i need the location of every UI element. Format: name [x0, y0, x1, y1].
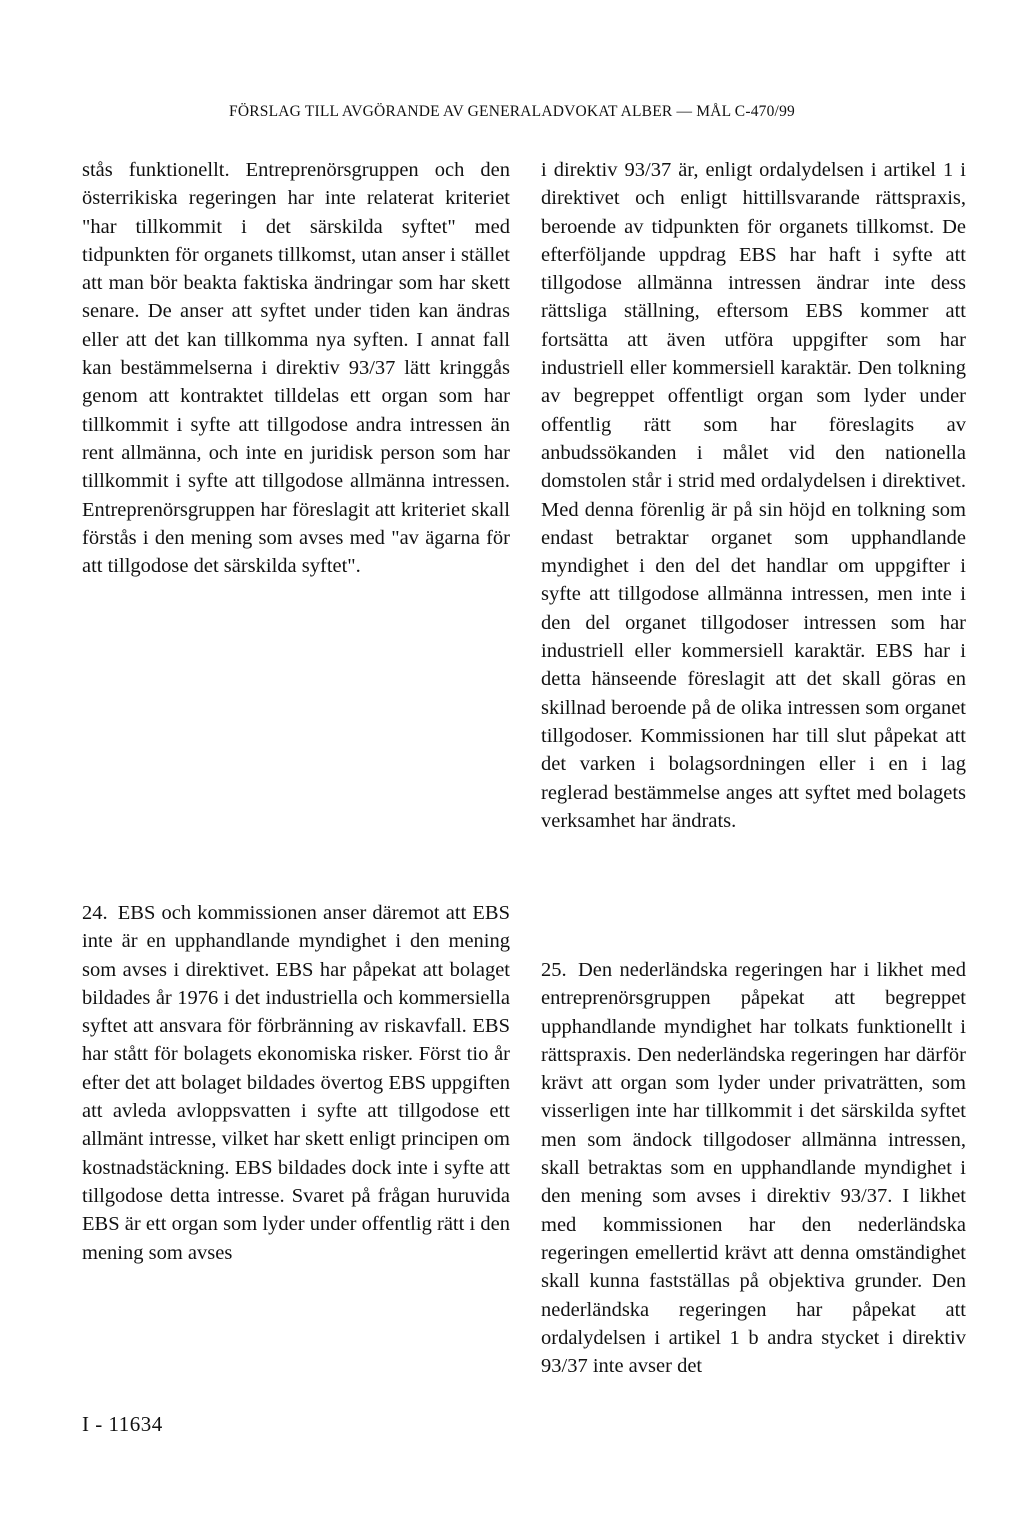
paragraph-text: i direktiv 93/37 är, enligt ordalydelsen i artikel 1 i direktivet och enligt hittillsvarande rättspraxis, beroende av tidpunkten för organets tillkomst. De efterföljande uppdrag EBS har haft i syfte att tillgodose allmänna intressen ändrar inte dess rättsliga ställning, eftersom EBS kommer att fortsätta att även utföra uppgifter som har industriell eller kommersiell karaktär. Den tolkning av begreppet offentligt organ som lyder under offentlig rätt som har föreslagits av anbudssökanden i målet vid den nationella domstolen står i strid med ordalydelsen i direktivet. Med denna förenlig är på sin höjd en tolkning som endast betraktar organet som upphandlande myndighet i den del det handlar om uppgifter i syfte att tillgodose allmänna intressen, men inte i den del organet tillgodoser intressen som har industriell eller kommersiell karaktär. EBS har i detta hänseende föreslagit att det skall göras en skillnad beroende på de olika intressen som organet tillgodoser. Kommissionen har till slut påpekat att det varken i bolagsordningen eller i en i lag reglerad bestämmelse anges att syftet med bolagets verksamhet har ändrats.	[541, 159, 966, 832]
paragraph-text: stås funktionellt. Entreprenörsgruppen och den österrikiska regeringen har inte relaterat kriteriet "har tillkommit i det särskilda syftet" med tidpunkten för organets tillkomst, utan anser i stället att man bör beakta faktiska ändringar som har skett senare. De anser att syftet under tiden kan ändras eller att det kan tillkomma nya syften. I annat fall kan bestämmelserna i direktiv 93/37 lätt kringgås genom att kontraktet tilldelas ett organ som har tillkommit i syfte att tillgodose andra intressen än rent allmänna, och inte en juridisk person som har tillkommit i syfte att tillgodose allmänna intressen. Entreprenörsgruppen har föreslagit att kriteriet skall förstås i den mening som avses med "av ägarna för att tillgodose det särskilda syftet".	[82, 159, 510, 578]
paragraph-25	[541, 956, 966, 1380]
right-column-continuation	[541, 156, 966, 835]
page-number: I - 11634	[82, 1412, 163, 1436]
paragraph-24	[82, 899, 510, 1267]
paragraph-text: Den nederländska regeringen har i likhet med entreprenörsgruppen påpekat att begreppet upphandlande myndighet har tolkats funktionellt i rättspraxis. Den nederländska regeringen har därför krävt att organ som lyder under privaträtten, som visserligen inte har tillkommit i det särskilda syftet men som ändock tillgodoser allmänna intressen, skall betraktas som en upphandlande myndighet i den mening som avses i direktiv 93/37. I likhet med kommissionen har den nederländska regeringen emellertid krävt att denna omständighet skall kunna fastställas på objektiva grunder. Den nederländska regeringen har påpekat att ordalydelsen i artikel 1 b andra stycket i direktiv 93/37 inte avser det	[541, 959, 967, 1378]
left-column-continuation	[82, 156, 510, 580]
paragraph-text: EBS och kommissionen anser däremot att EBS inte är en upphandlande myndighet i den mening som avses i direktivet. EBS har påpekat att bolaget bildades år 1976 i det industriella och kommersiella syftet att ansvara för förbränning av riskavfall. EBS har stått för bolagets ekonomiska risker. Först tio år efter det att bolaget bildades övertog EBS uppgiften att avleda avloppsvatten i syfte att tillgodose ett allmänt intresse, vilket har skett enligt principen om kostnadstäckning. EBS bildades dock inte i syfte att tillgodose detta intresse. Svaret på frågan huruvida EBS är ett organ som lyder under offentlig rätt i den mening som avses	[82, 902, 510, 1264]
paragraph-number: 25.	[541, 959, 567, 981]
paragraph-number: 24.	[82, 902, 108, 924]
running-header: FÖRSLAG TILL AVGÖRANDE AV GENERALADVOKAT ALBER — MÅL C-470/99	[229, 103, 795, 120]
